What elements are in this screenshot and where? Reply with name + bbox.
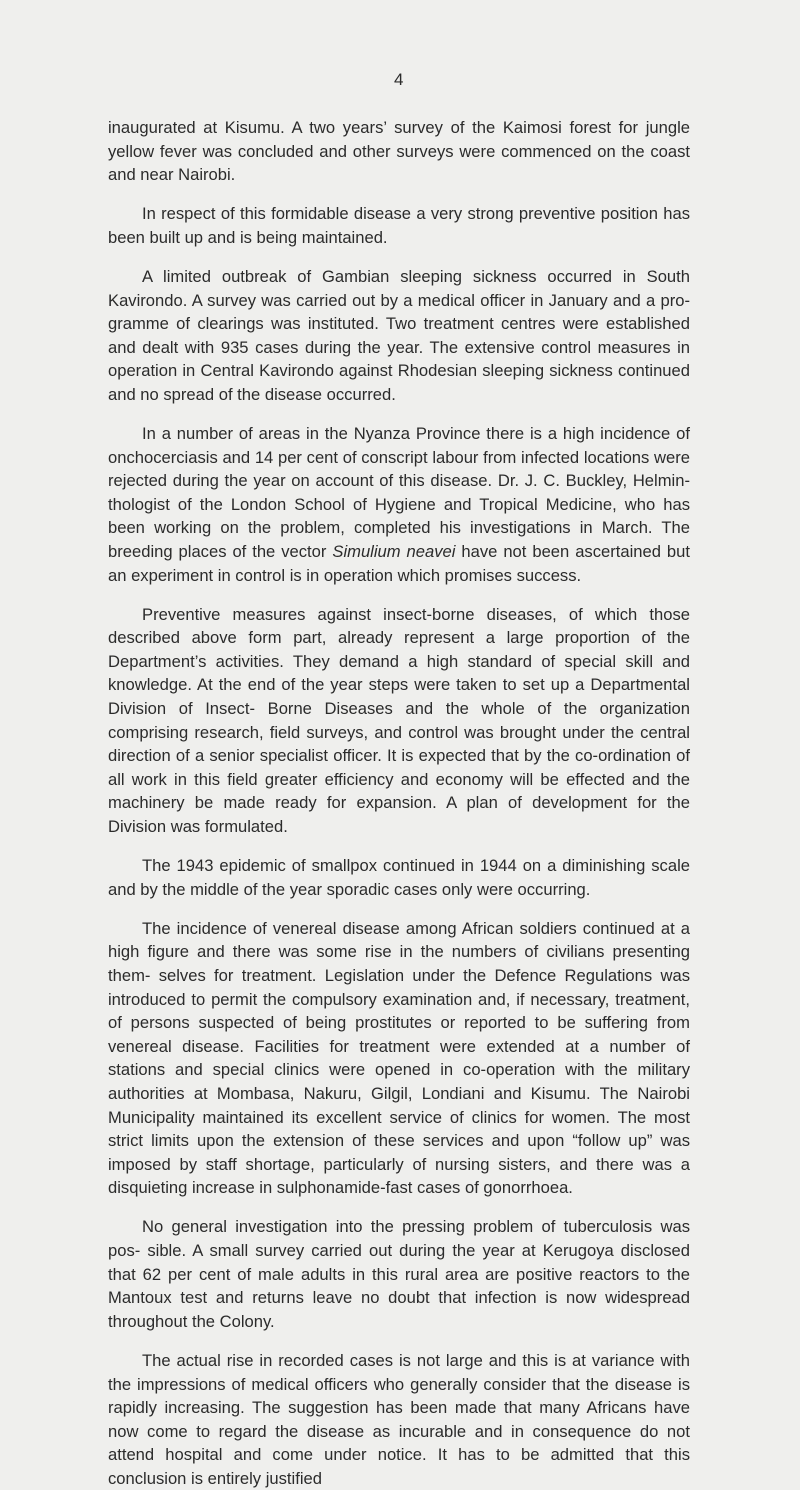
- paragraph-4-text-after: have not been ascertained but an experiment in control is in operation which promises success.: [108, 542, 690, 585]
- paragraph-6: The 1943 epidemic of smallpox continued in 1944 on a diminishing scale and by the middle of the year sporadic cases only were occurring.: [108, 856, 690, 899]
- paragraph-4: [108, 422, 690, 587]
- paragraph-2: In respect of this formidable disease a very strong preventive position has been built up and is being maintained.: [108, 204, 690, 247]
- paragraph-9: The actual rise in recorded cases is not large and this is at variance with the impressions of medical officers who generally consider that the disease is rapidly increasing. The suggestion has been made that many Africans have now come to regard the disease as incurable and in consequence do not attend hospital and come under notice. It has to be admitted that this conclusion is entirely justified: [108, 1350, 690, 1488]
- paragraph-5: Preventive measures against insect-borne diseases, of which those described above form part, already represent a large proportion of the Department’s activities. They demand a high standard of special skill and knowledge. At the end of the year steps were taken to set up a Departmental Division of Insect- Borne Diseases and the whole of the organization comprising research, field surveys, and control was brought under the central direction of a senior specialist officer. It is expected that by the co-ordination of all work in this field greater efficiency and economy will be effected and the machinery be made ready for expansion. A plan of development for the Division was formulated.: [108, 604, 690, 837]
- page-number: 4: [394, 70, 404, 89]
- paragraph-4-text-before: In a number of areas in the Nyanza Province there is a high incidence of onchocerciasis and 14 per cent of conscript labour from infected locations were rejected during the year on account of this disease. Dr. J. C. Buckley, Helmin- thologist of the London School of Hygiene and Tropical Medicine, who has been working on the problem, completed his investigations in March. The breeding places of the vector: [108, 424, 690, 561]
- paragraph-3: A limited outbreak of Gambian sleeping sickness occurred in South Kavirondo. A survey was carried out by a medical officer in January and a pro- gramme of clearings was instituted. Two treatment centres were established and dealt with 935 cases during the year. The extensive control measures in operation in Central Kavirondo against Rhodesian sleeping sickness continued and no spread of the disease occurred.: [108, 266, 690, 404]
- paragraph-7: The incidence of venereal disease among African soldiers continued at a high figure and there was some rise in the numbers of civilians presenting them- selves for treatment. Legislation under the Defence Regulations was introduced to permit the compulsory examination and, if necessary, treatment, of persons suspected of being prostitutes or reported to be suffering from venereal disease. Facilities for treatment were extended at a number of stations and special clinics were opened in co-operation with the military authorities at Mombasa, Nakuru, Gilgil, Londiani and Kisumu. The Nairobi Municipality maintained its excellent service of clinics for women. The most strict limits upon the extension of these services and upon “follow up” was imposed by staff shortage, particularly of nursing sisters, and there was a disquieting increase in sulphonamide-fast cases of gonorrhoea.: [108, 918, 690, 1198]
- paragraph-1: inaugurated at Kisumu. A two years’ survey of the Kaimosi forest for jungle yellow fever was concluded and other surveys were commenced on the coast and near Nairobi.: [108, 118, 690, 185]
- paragraph-4-species-name: Simulium neavei: [332, 542, 456, 561]
- paragraph-8: No general investigation into the pressing problem of tuberculosis was pos- sible. A small survey carried out during the year at Kerugoya disclosed that 62 per cent of male adults in this rural area are positive reactors to the Mantoux test and returns leave no doubt that infection is now widespread throughout the Colony.: [108, 1217, 690, 1331]
